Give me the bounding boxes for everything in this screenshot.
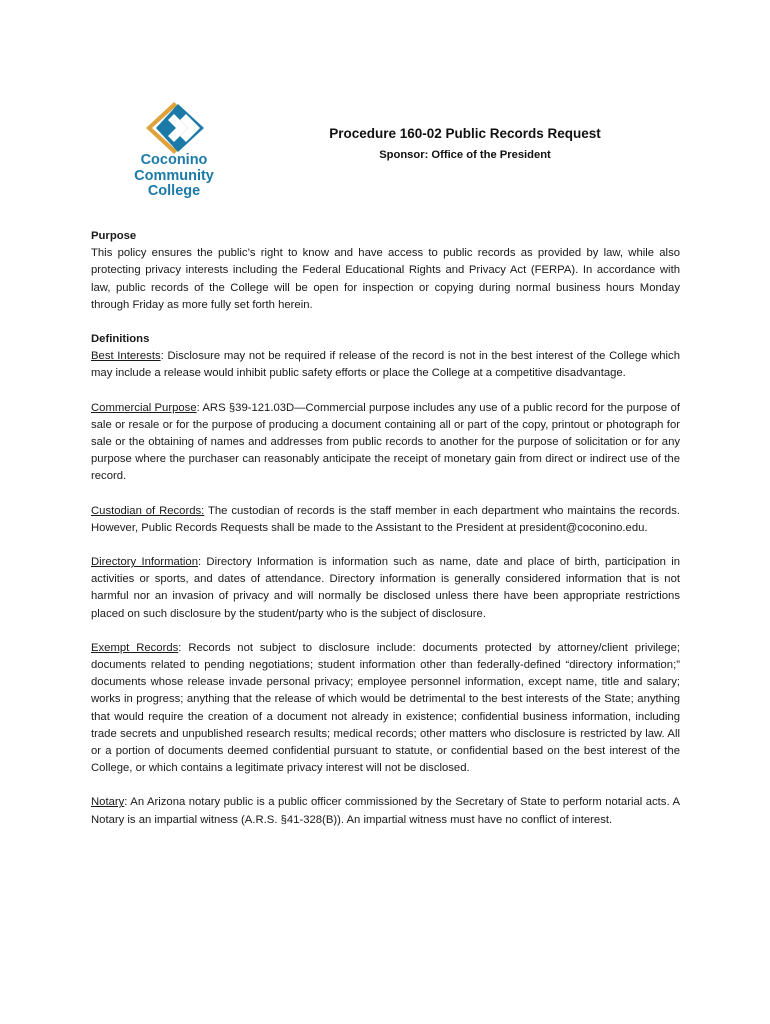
definition-separator: :: [197, 556, 207, 569]
logo-line-2: Community: [134, 167, 214, 184]
definition-custodian-of-records: [91, 503, 680, 537]
definition-text: [91, 400, 680, 486]
logo-line-1: Coconino: [140, 152, 208, 168]
definition-term: Commercial Purpose: [91, 401, 197, 414]
definition-body: Records not subject to disclosure include: documents protected by attorney/client privilege; documents related to pending negotiations; student information other than federally-defined “directory information;” documents whose release invade personal privacy; employee personnel information, except name, title and salary; works in progress; anything that the release of which would be detrimental to the best interests of the State; anything that would require the creation of a document not already in existence; confidential business information, including trade secrets and unpublished research results; medical records; other matters who disclosure is restricted by law. All or a portion of documents deemed confidential pursuant to statute, or confidential based on the best interest of the College, or which contains a legitimate privacy interest will not be disclosed.: [91, 641, 680, 775]
definition-directory-information: [91, 554, 680, 623]
definition-text: [91, 348, 680, 382]
definition-term: Directory Information: [91, 556, 198, 569]
definition-term: Notary: [91, 796, 125, 809]
page-title: Procedure 160-02 Public Records Request: [329, 126, 601, 141]
definition-separator: :: [196, 401, 203, 414]
definition-body: An Arizona notary public is a public officer commissioned by the Secretary of State to perform notarial acts. A Notary is an impartial witness (A.R.S. §41-328(B)). An impartial witness must have no conflict of interest.: [91, 796, 680, 826]
definition-notary: [91, 794, 680, 828]
definition-separator: :: [178, 641, 189, 654]
definition-separator: :: [124, 796, 131, 809]
logo-line-3: College: [147, 183, 201, 199]
definition-text: [91, 554, 680, 623]
definition-body: Disclosure may not be required if release of the record is not in the best interest of the College which may include a release would inhibit public safety efforts or place the College at a competitive disadvantage.: [91, 350, 680, 380]
definition-text: [91, 640, 680, 778]
definition-term: Custodian of Records:: [91, 504, 205, 517]
definition-separator: :: [160, 350, 168, 363]
definition-term: Best Interests: [91, 350, 161, 363]
definitions-heading: Definitions: [91, 333, 150, 346]
definition-body: ARS §39-121.03D—Commercial purpose includes any use of a public record for the purpose of sale or resale or for the purpose of producing a document containing all or part of the copy, printout or photograph for sale or the obtaining of names and addresses from public records to another for the purpose of solicitation or for any purpose where the purchaser can reasonably anticipate the receipt of monetary gain from direct or indirect use of the record.: [91, 401, 680, 483]
purpose-text: This policy ensures the public’s right to know and have access to public records as provided by law, while also protecting privacy interests including the Federal Educational Rights and Privacy Act (FERPA). In accordance with law, public records of the College will be open for inspection or copying during normal business hours Monday through Friday as more fully set forth herein.: [91, 247, 680, 311]
definition-commercial-purpose: [91, 400, 680, 486]
logo-wordmark: [126, 153, 222, 200]
definition-exempt-records: [91, 640, 680, 778]
definition-text: [91, 794, 680, 828]
definition-body: Directory Information is information such as name, date and place of birth, participation in activities or sports, and dates of attendance. Directory information is generally considered information that is not harmful nor an invasion of privacy and will normally be disclosed unless there have been appropriate restrictions placed on such disclosure by the student/party who is the subject of disclosure.: [91, 556, 681, 620]
sponsor-line: Sponsor: Office of the President: [379, 149, 551, 161]
definition-text: [91, 503, 680, 537]
purpose-heading: Purpose: [91, 230, 137, 242]
definition-best-interests: [91, 331, 680, 383]
definition-body: The custodian of records is the staff member in each department who maintains the records. However, Public Records Requests shall be made to the Assistant to the President at president@coconino.edu.: [91, 504, 680, 534]
college-logo: [126, 100, 222, 202]
definition-term: Exempt Records: [91, 641, 179, 654]
chevron-logo-icon: [144, 100, 206, 156]
purpose-section: [91, 228, 680, 314]
document-header: [250, 125, 680, 163]
document-body: [91, 228, 680, 846]
